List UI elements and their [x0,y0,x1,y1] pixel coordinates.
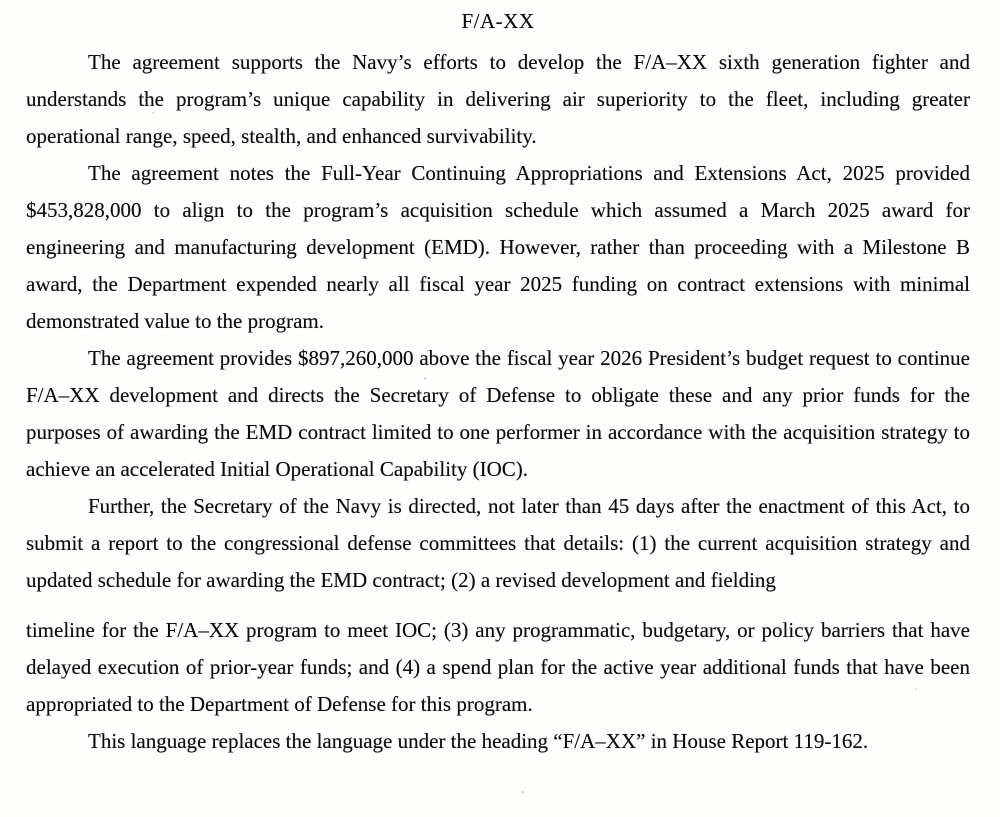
paragraph-report-directive: Further, the Secretary of the Navy is directed, not later than 45 days after the enactment of this Act, to submit a report to the congressional defense committees that details: (1) the current acquisition strategy and updated schedule for awarding the EMD contract; (2) a revised development and fielding [26,494,970,592]
paragraph-report-directive-continued: timeline for the F/A–XX program to meet IOC; (3) any programmatic, budgetary, or policy barriers that have delayed execution of prior-year funds; and (4) a spend plan for the active year additional funds that have been appropriated to the Department of Defense for this program. [26,618,970,716]
paragraph-replaces-house-report: This language replaces the language under the heading “F/A–XX” in House Report 119-162. [88,729,869,753]
paragraph-fy2026-provision: The agreement provides $897,260,000 above the fiscal year 2026 President’s budget request to continue F/A–XX development and directs the Secretary of Defense to obligate these and any prior funds for the purposes of awarding the EMD contract limited to one performer in accordance with the acquisition strategy to achieve an accelerated Initial Operational Capability (IOC). [26,346,970,481]
paragraph-fy2025-funding: The agreement notes the Full-Year Continuing Appropriations and Extensions Act, 2025 provided $453,828,000 to align to the program’s acquisition schedule which assumed a March 2025 award for engineering and manufacturing development (EMD). However, rather than proceeding with a Milestone B award, the Department expended nearly all fiscal year 2025 funding on contract extensions with minimal demonstrated value to the program. [26,161,970,333]
document-heading: F/A-XX [461,9,535,33]
paragraph-agreement-supports: The agreement supports the Navy’s efforts to develop the F/A–XX sixth generation fighter and understands the program’s unique capability in delivering air superiority to the fleet, including greater operational range, speed, stealth, and enhanced survivability. [26,50,970,148]
scan-speck [521,791,524,793]
